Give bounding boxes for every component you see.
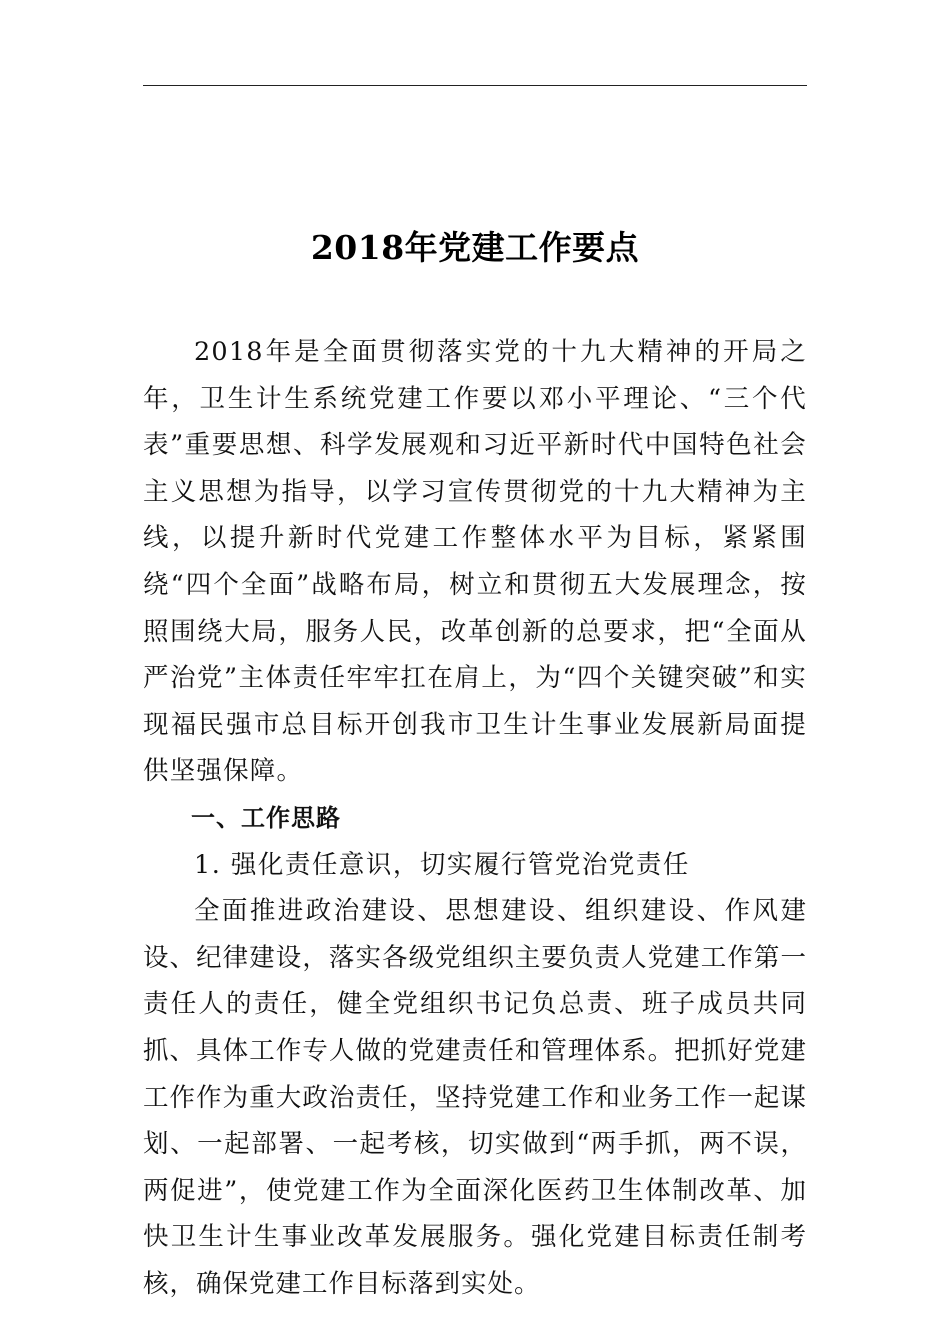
document-title: 2018年党建工作要点	[310, 228, 640, 267]
intro-paragraph: 2018年是全面贯彻落实党的十九大精神的开局之年，卫生计生系统党建工作要以邓小平理论、“三个代表”重要思想、科学发展观和习近平新时代中国特色社会主义思想为指导，以学习宣传贯彻党的十九大精神为主线，以提升新时代党建工作整体水平为目标，紧紧围绕“四个全面”战略布局，树立和贯彻五大发展理念，按照围绕大局，服务人民，改革创新的总要求，把“全面从严治党”主体责任牢牢扛在肩上，为“四个关键突破”和实现福民强市总目标开创我市卫生计生事业发展新局面提供坚强保障。	[143, 337, 807, 787]
header-rule	[143, 85, 807, 86]
subsection-heading: 1. 强化责任意识，切实履行管党治党责任	[194, 849, 690, 880]
document-body	[143, 329, 807, 1307]
subsection-paragraph: 全面推进政治建设、思想建设、组织建设、作风建设、纪律建设，落实各级党组织主要负责人党建工作第一责任人的责任，健全党组织书记负总责、班子成员共同抓、具体工作专人做的党建责任和管理体系。把抓好党建工作作为重大政治责任，坚持党建工作和业务工作一起谋划、一起部署、一起考核，切实做到“两手抓，两不误，两促进”，使党建工作为全面深化医药卫生体制改革、加快卫生计生事业改革发展服务。强化党建目标责任制考核，确保党建工作目标落到实处。	[143, 896, 807, 1299]
section-heading: 一、工作思路	[191, 803, 341, 832]
